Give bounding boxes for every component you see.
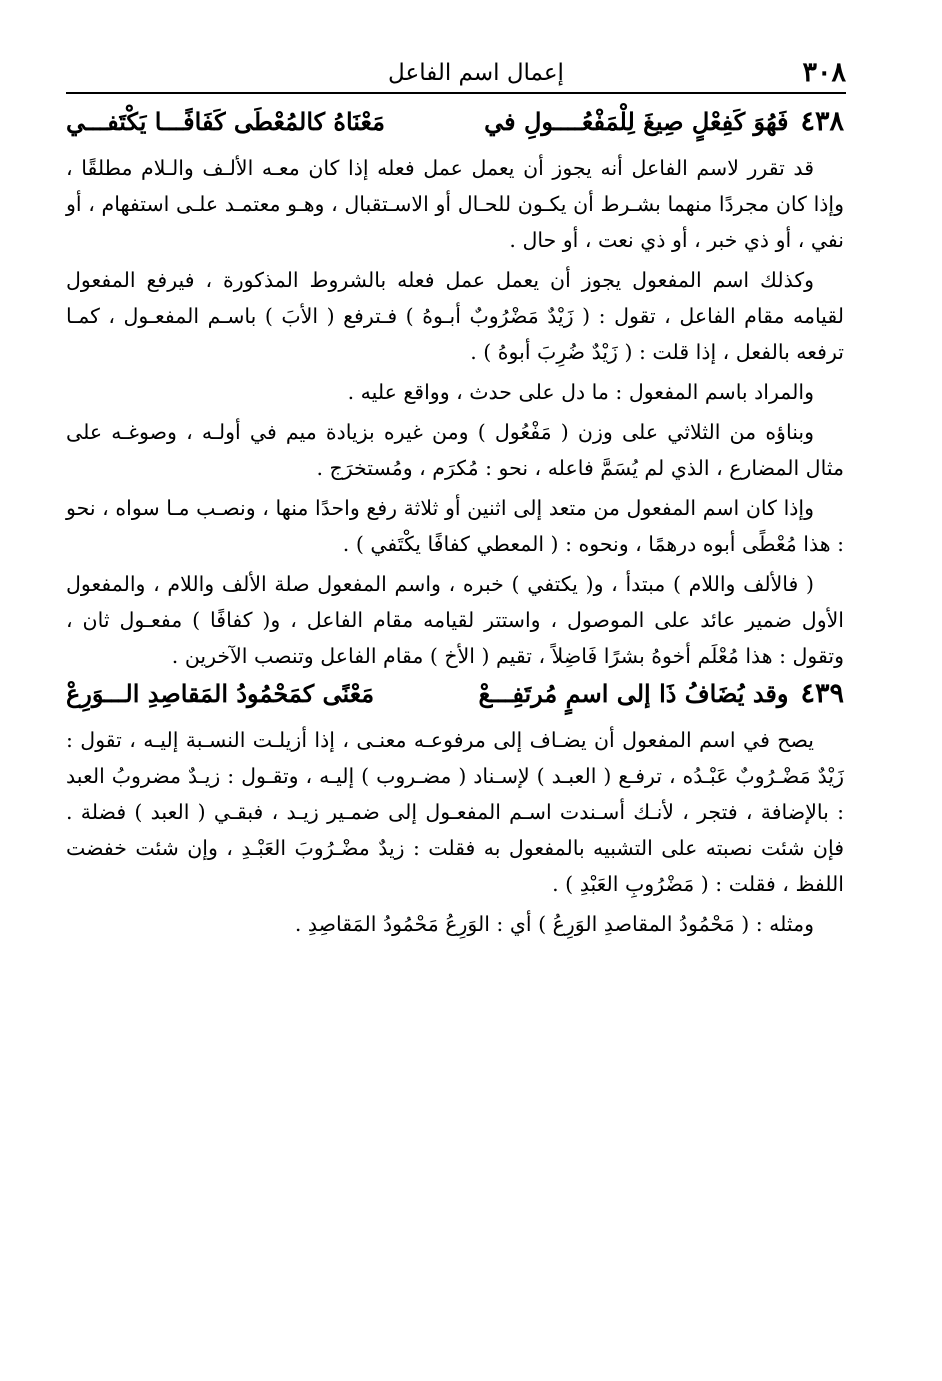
commentary-paragraph: ( فالألف واللام ) مبتدأ ، و( يكتفي ) خبره ، واسم المفعول صلة الألف واللام ، والمفعول الأول ضمير عائد على الموصول ، واستتر لقيامه مقام الفاعل ، و( كفافًا ) مفعـول ثان ، وتقول : هذا مُعْلَم أخوهُ بشرًا فَاضِلاً ، تقيم ( الأخ ) مقام الفاعل وتنصب الآخرين . <box>66 572 844 668</box>
commentary-paragraph: يصح في اسم المفعول أن يضـاف إلى مرفوعـه معنـى ، إذا أزيلـت النسـبة إليـه ، تقول : زَيْدٌ مَضْـرُوبٌ عَبْـدُه ، ترفـع ( العبـد ) لإسـناد ( مضـروب ) إليـه ، وتقـول : زيـدٌ مضروبُ العبد : بالإضافة ، فتجر ، لأنـك أسـندت اسـم المفعـول إلى ضمـير زيـد ، فبقـي ( العبد ) فضلة . فإن شئت نصبته على التشبيه بالمفعول به فقلت : زيدٌ مضْـرُوبَ العَبْـدِ ، وإن شئت خفضت اللفظ ، فقلت : ( مَضْرُوبِ العَبْدِ ) . <box>66 728 844 896</box>
commentary-paragraph: قد تقرر لاسم الفاعل أنه يجوز أن يعمل عمل فعله إذا كان معـه الألـف والـلام مطلقًا ، وإذا كان مجردًا منهما بشـرط أن يكـون للحـال أو الاسـتقبال ، وهـو معتمـد علـى استفهام ، أو نفي ، أو ذي خبر ، أو ذي نعت ، أو حال . <box>66 156 844 252</box>
verse-second-hemistich: مَعْنَاهُ كالمُعْطَى كَفَافًـــا يَكْتَفـــي <box>65 107 385 136</box>
verse-439 <box>66 674 844 722</box>
verse-second-hemistich: مَعْنًى كمَحْمُودُ المَقاصِدِ الـــوَرِعْ <box>65 679 375 708</box>
commentary-paragraph: ومثله : ( مَحْمُودُ المقاصدِ الوَرِعُ ) أي : الوَرِعُ مَحْمُودُ المَقاصِدِ . <box>294 912 814 936</box>
commentary-paragraph: وإذا كان اسم المفعول من متعد إلى اثنين أو ثلاثة رفع واحدًا منها ، ونصـب مـا سواه ، نحو : هذا مُعْطًى أبوه درهمًا ، ونحوه : ( المعطي كفافًا يكْتَفي ) . <box>66 496 844 556</box>
commentary-paragraph: وكذلك اسم المفعول يجوز أن يعمل عمل فعله بالشروط المذكورة ، فيرفع المفعول لقيامه مقام الفاعل ، تقول : ( زَيْدٌ مَضْرُوبٌ أبـوهُ ) فـترفع ( الأبَ ) باسـم المفعـول ، كمـا ترفعه بالفعل ، إذا قلت : ( زَيْدٌ ضُرِبَ أبوهُ ) . <box>66 268 844 364</box>
page-content <box>66 102 844 942</box>
verse-438 <box>66 102 844 150</box>
running-title: إعمال اسم الفاعل <box>388 60 564 86</box>
verse-number: ٤٣٨ <box>800 106 844 137</box>
verse-number: ٤٣٩ <box>800 678 844 709</box>
page-number: ٣٠٨ <box>802 57 846 88</box>
commentary-paragraph: والمراد باسم المفعول : ما دل على حدث ، وواقع عليه . <box>347 380 814 404</box>
verse-first-hemistich: وقد يُضَافُ ذَا إلى اسمٍ مُرتَفِـــعْ <box>478 679 789 708</box>
verse-first-hemistich: فَهُوَ كَفِعْلٍ صِيغَ لِلْمَفْعُــــولِ في <box>484 107 789 136</box>
page-header <box>66 54 846 94</box>
commentary-paragraph: وبناؤه من الثلاثي على وزن ( مَفْعُول ) ومن غيره بزيادة ميم في أولـه ، وصوغـه على مثال المضارع ، الذي لم يُسَمَّ فاعله ، نحو : مُكرَم ، ومُستخرَج . <box>66 420 844 480</box>
